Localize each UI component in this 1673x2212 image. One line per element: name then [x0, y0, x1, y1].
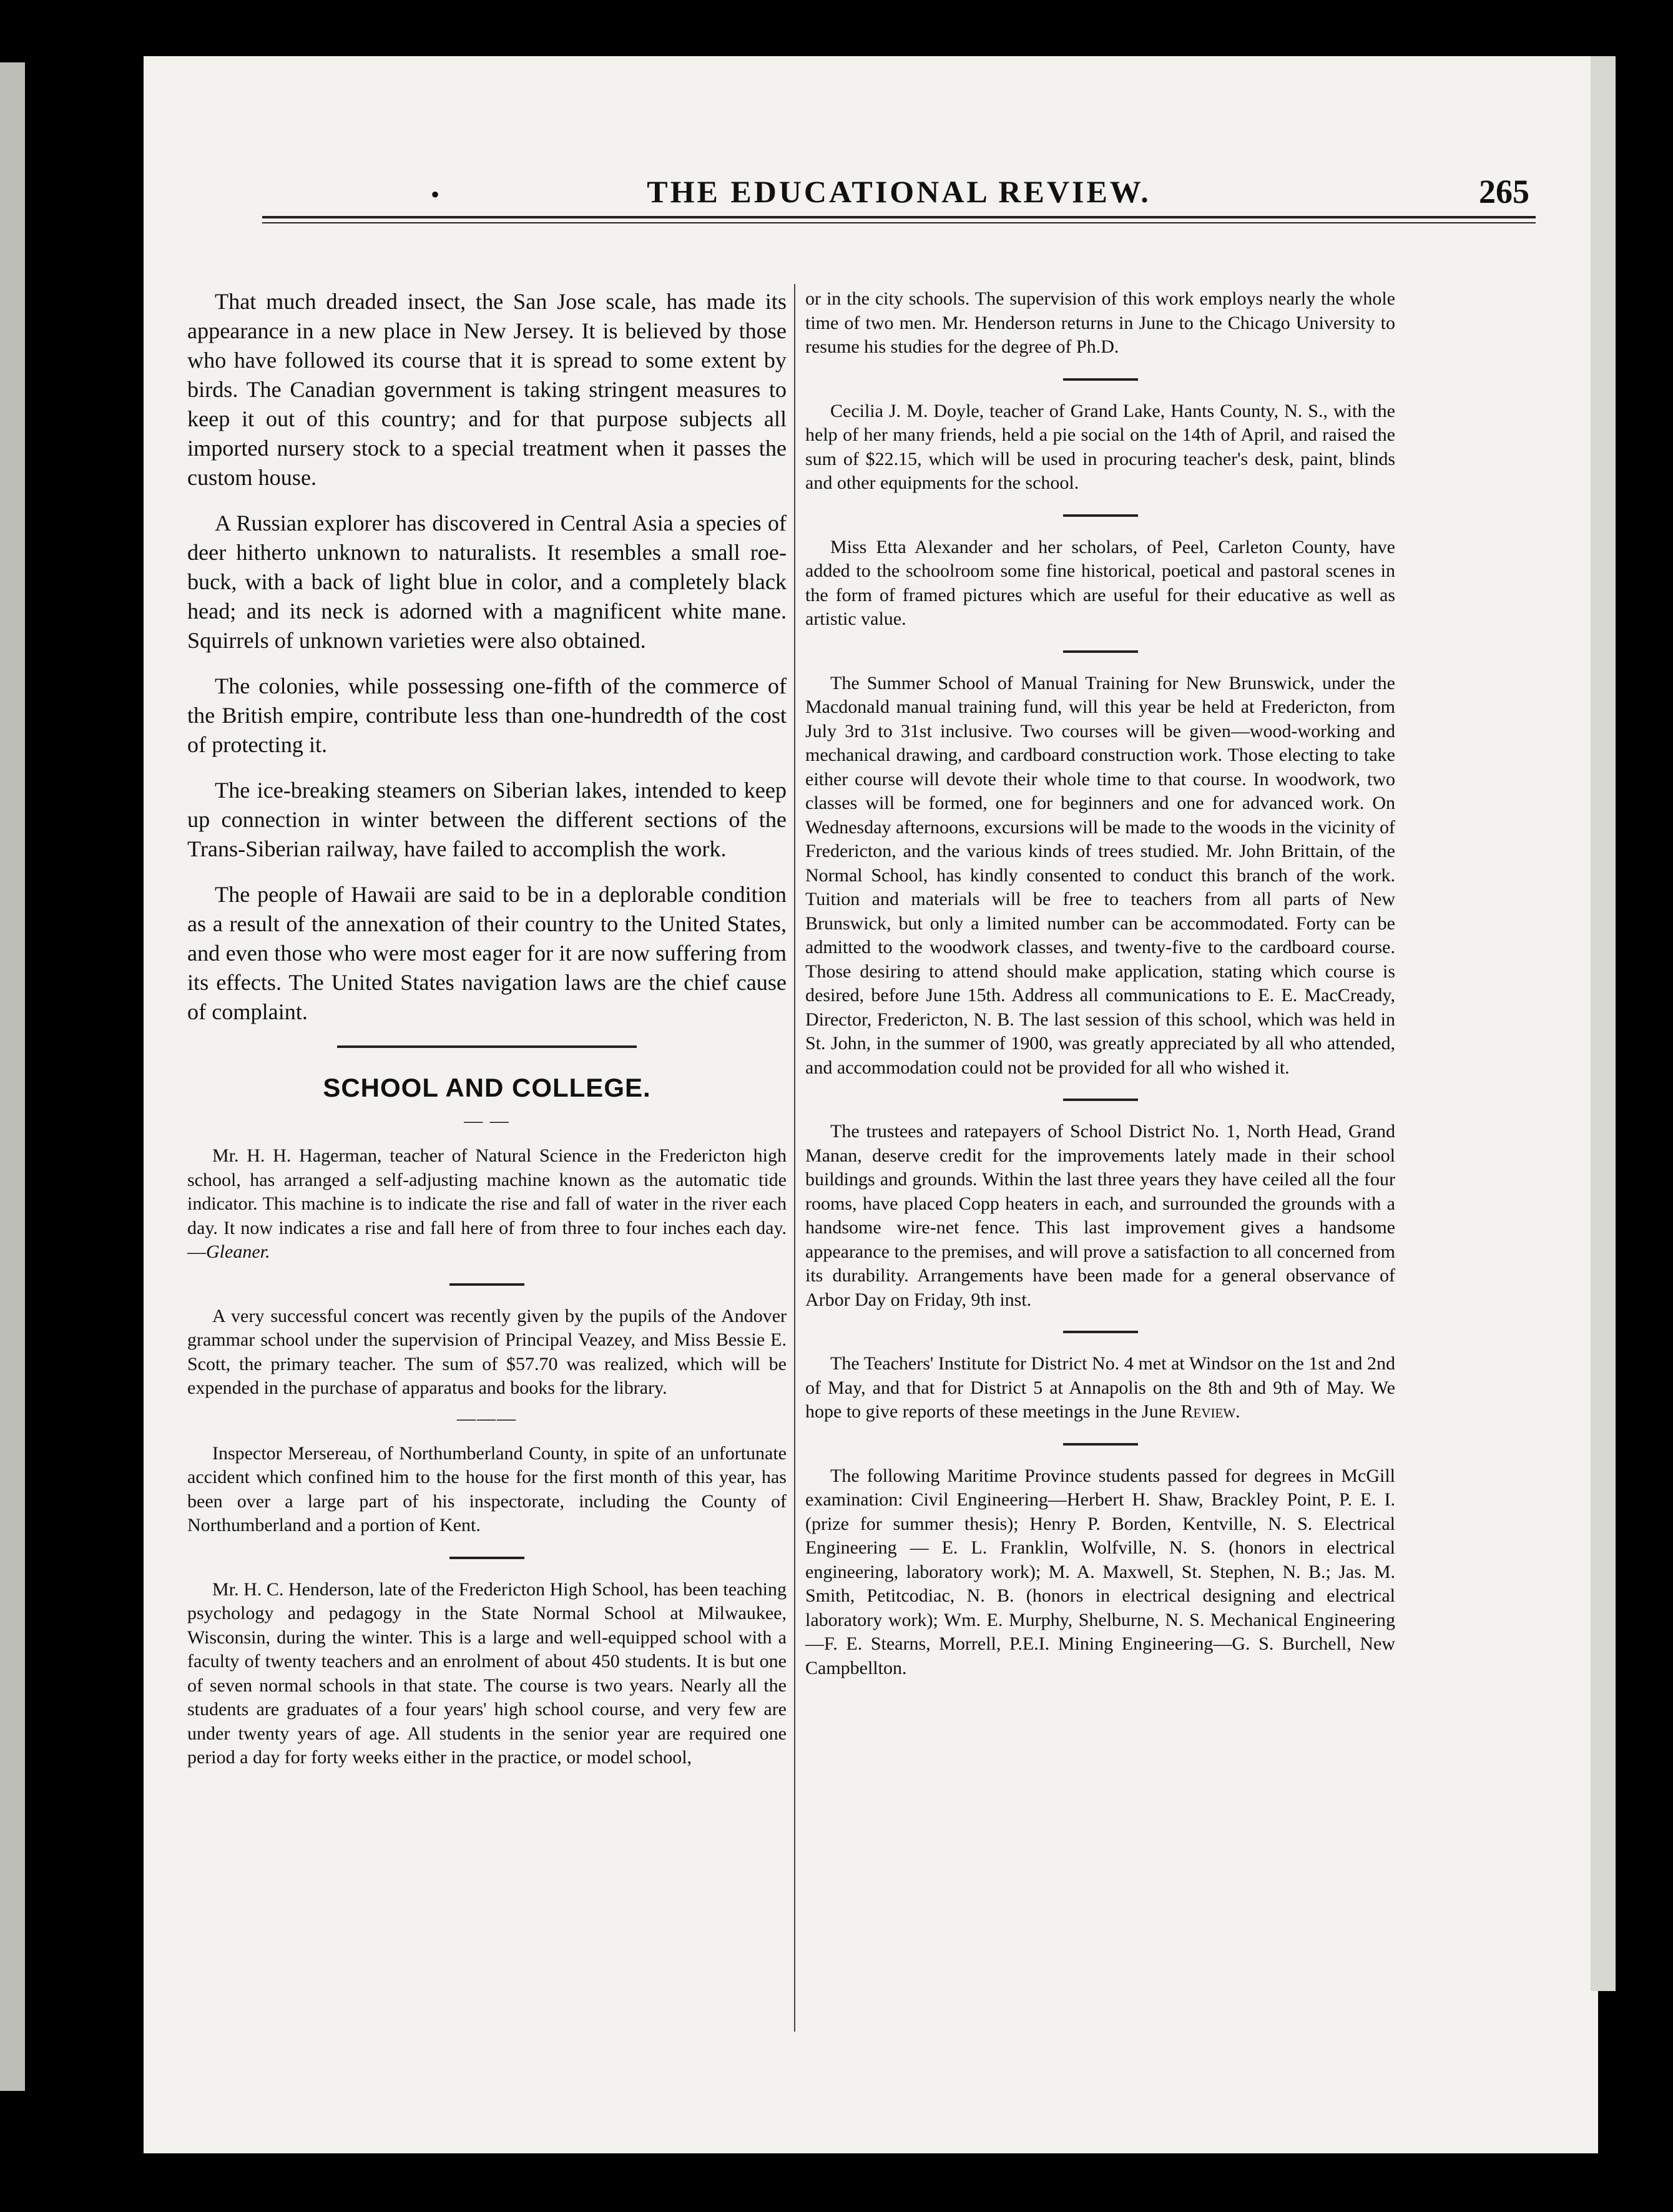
institute-text: The Teachers' Institute for District No. 4 met at Windsor on the 1st and 2nd of May, and that for District 5 at Annapolis on the 8th and 9th of May. We hope to give reports of these meetings in the June [805, 1353, 1395, 1422]
left-column [187, 287, 787, 1770]
paragraph-colonies: The colonies, while possessing one-fifth of the commerce of the British empire, contribute less than one-hundredth of the cost of protecting it. [187, 673, 787, 757]
right-column [805, 287, 1395, 1680]
paragraph-doyle: Cecilia J. M. Doyle, teacher of Grand Lake, Hants County, N. S., with the help of her many friends, held a pie social on the 14th of April, and raised the sum of $22.15, which will be used in procuring teacher's desk, paint, blinds and other equipments for the school. [805, 400, 1395, 493]
item-rule [1063, 1443, 1138, 1446]
item-dash: ——— [457, 1407, 517, 1429]
item-rule [1063, 378, 1138, 381]
hagerman-text: Mr. H. H. Hagerman, teacher of Natural Science in the Fredericton high school, has arranged a self-adjusting machine known as the automatic tide indicator. This machine is to indicate the rise and fall of water in the river each day. It now indicates a rise and fall here of from three to four inches each day.— [187, 1145, 787, 1262]
previous-page-edge [0, 62, 25, 2091]
header-dot: • [431, 180, 440, 208]
next-page-edge [1591, 56, 1616, 1991]
running-header [262, 169, 1536, 225]
school-items-right [805, 287, 1395, 1680]
item-rule [1063, 1331, 1138, 1333]
item-rule [449, 1557, 524, 1559]
column-divider [794, 284, 795, 2032]
paragraph-alexander: Miss Etta Alexander and her scholars, of Peel, Carleton County, have added to the schoolroom some fine historical, poetical and pastoral scenes in the form of framed pictures which are useful for their educative as well as artistic value. [805, 536, 1395, 629]
paragraph-san-jose-scale: That much dreaded insect, the San Jose scale, has made its appearance in a new place in New Jersey. It is believed by those who have followed its course that it is spread to some extent by birds. The Canadian government is taking stringent measures to keep it out of this country; and for that purpose subjects all imported nursery stock to a special treatment when it passes the custom house. [187, 289, 787, 490]
paragraph-hagerman [187, 1144, 787, 1265]
journal-title: THE EDUCATIONAL REVIEW. [647, 174, 1151, 209]
paragraph-siberian-lakes: The ice-breaking steamers on Siberian lakes, intended to keep up connection in winter between the different sections of the Trans-Siberian railway, have failed to accomplish the work. [187, 778, 787, 861]
item-rule [1063, 650, 1138, 653]
item-rule [1063, 514, 1138, 517]
paragraph-henderson-continued: or in the city schools. The supervision of this work employs nearly the whole time of two men. Mr. Henderson returns in June to the Chicago University to resume his studies for the degree of Ph.D. [805, 288, 1395, 357]
paragraph-andover: A very successful concert was recently given by the pupils of the Andover grammar school under the supervision of Principal Veazey, and Miss Bessie E. Scott, the primary teacher. The sum of $57.70 was realized, which will be expended in the purchase of apparatus and books for the library. [187, 1305, 787, 1398]
section-heading: SCHOOL AND COLLEGE. [323, 1073, 651, 1102]
paragraph-russian-explorer: A Russian explorer has discovered in Central Asia a species of deer hitherto unknown to naturalists. It resembles a small roe-buck, with a back of light blue in color, and a completely black head; and its neck is adorned with a magnificent white mane. Squirrels of unknown varieties were also obtained. [187, 511, 787, 653]
section-dash: — — [464, 1110, 510, 1131]
page-number: 265 [1479, 173, 1529, 210]
paragraph-mersereau: Inspector Mersereau, of Northumberland County, in spite of an unfortunate accident which confined him to the house for the first month of this year, has been over a large part of his inspectorate, including the County of Northumberland and a portion of Kent. [187, 1442, 787, 1535]
paragraph-institute [805, 1352, 1395, 1424]
school-items-left [187, 1144, 787, 1770]
paragraph-hawaii: The people of Hawaii are said to be in a deplorable condition as a result of the annexation of their country to the United States, and even those who were most eager for it are now suffering from its effects. The United States navigation laws are the chief cause of complaint. [187, 882, 787, 1024]
news-items [187, 287, 787, 1027]
paragraph-mcgill: The following Maritime Province students passed for degrees in McGill examination: Civil Engineering—Herbert H. Shaw, Brackley Point, P. E. I. (prize for summer thesis); Henry P. Borden, Kentville, N. S. Electrical Engineering — E. L. Franklin, Wolfville, N. S. (honors in electrical engineering, laboratory work); M. A. Maxwell, St. Stephen, N. B.; Jas. M. Smith, Petitcodiac, N. B. (honors in electrical designing and electrical laboratory work); Wm. E. Murphy, Shelburne, N. S. Mechanical Engineering—F. E. Stearns, Morrell, P.E.I. Mining Engineering—G. S. Burchell, New Campbellton. [805, 1465, 1395, 1678]
hagerman-source: Gleaner. [206, 1241, 270, 1262]
review-name: Review. [1180, 1401, 1240, 1422]
paragraph-summer-school: The Summer School of Manual Training for New Brunswick, under the Macdonald manual training fund, will this year be held at Fredericton, from July 3rd to 31st inclusive. Two courses will be given—wood-working and mechanical drawing, and cardboard construction work. Those electing to take either course will devote their whole time to that course. In woodwork, two classes will be formed, one for beginners and one for advanced work. On Wednesday afternoons, excursions will be made to the woods in the vicinity of Fredericton, and the various kinds of trees studied. Mr. John Brittain, of the Normal School, has kindly consented to conduct this branch of the work. Tuition and materials will be free to teachers from all parts of New Brunswick, but only a limited number can be accommodated. Forty can be admitted to the woodwork classes, and twenty-five to the cardboard course. Those desiring to attend should make application, stating which course is desired, before June 15th. Address all communications to E. E. MacCready, Director, Fredericton, N. B. The last session of this school, which was held in St. John, in the summer of 1900, was greatly appreciated by all who attended, and accommodation could not be provided for all who wished it. [805, 672, 1395, 1078]
header-rule-thin [262, 222, 1536, 223]
header-rule-thick [262, 216, 1536, 218]
section-rule [337, 1045, 637, 1048]
item-rule [449, 1283, 524, 1286]
paragraph-henderson: Mr. H. C. Henderson, late of the Fredericton High School, has been teaching psychology and pedagogy in the State Normal School at Milwaukee, Wisconsin, during the winter. This is a large and well-equipped school with a faculty of twenty teachers and an enrolment of about 450 students. It is but one of seven normal schools in that state. The course is two years. Nearly all the students are graduates of a four years' high school course, and very few are under twenty years of age. All students in the senior year are required one period a day for forty weeks either in the practice, or model school, [187, 1578, 787, 1768]
paragraph-trustees: The trustees and ratepayers of School District No. 1, North Head, Grand Manan, deserve credit for the improvements lately made in their school buildings and grounds. Within the last three years they have ceiled all the four rooms, have placed Copp heaters in each, and surrounded the grounds with a handsome wire-net fence. This last improvement gives a handsome appearance to the premises, and will prove a satisfaction to all concerned from its durability. Arrangements have been made for a general observance of Arbor Day on Friday, 9th inst. [805, 1121, 1395, 1310]
item-rule [1063, 1099, 1138, 1101]
